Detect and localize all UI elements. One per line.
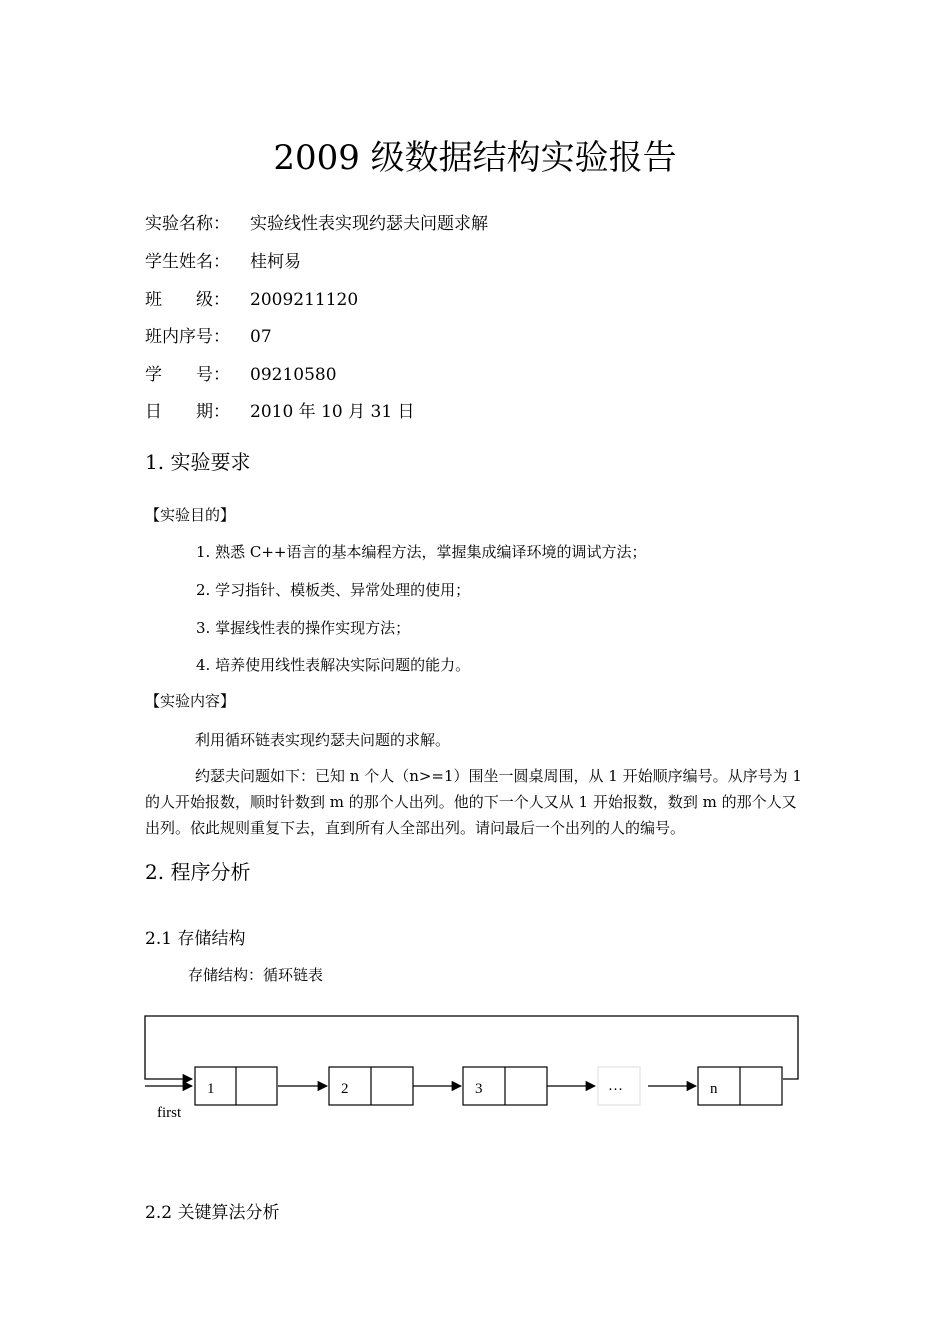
node-n-label: n <box>710 1081 718 1097</box>
content-paragraph-1: 利用循环链表实现约瑟夫问题的求解。 <box>195 731 451 749</box>
meta-row <box>145 212 488 236</box>
section-1-heading: 1. 实验要求 <box>145 450 251 474</box>
page-title: 2009 级数据结构实验报告 <box>273 138 677 178</box>
storage-structure-text: 存储结构：循环链表 <box>188 966 324 984</box>
list-node-1 <box>195 1067 277 1105</box>
list-node-ellipsis <box>598 1067 640 1105</box>
node-1-label: 1 <box>207 1081 215 1097</box>
meta-label: 学生姓名： <box>145 252 230 272</box>
meta-label: 班 级： <box>145 290 230 310</box>
subsection-2-2-heading: 2.2 关键算法分析 <box>145 1203 280 1223</box>
meta-label: 实验名称： <box>145 214 230 234</box>
subsection-2-1-heading: 2.1 存储结构 <box>145 929 246 949</box>
meta-value: 07 <box>250 327 272 347</box>
purpose-item-3: 3. 掌握线性表的操作实现方法； <box>196 619 411 637</box>
purpose-label: 【实验目的】 <box>145 506 236 524</box>
purpose-item-4: 4. 培养使用线性表解决实际问题的能力。 <box>196 656 471 674</box>
purpose-item-2: 2. 学习指针、模板类、异常处理的使用； <box>196 581 471 599</box>
ellipsis-label: … <box>608 1078 623 1094</box>
meta-value: 实验线性表实现约瑟夫问题求解 <box>250 214 488 234</box>
purpose-item-1: 1. 熟悉 C++语言的基本编程方法，掌握集成编译环境的调试方法； <box>196 543 647 561</box>
meta-value: 09210580 <box>250 365 337 385</box>
meta-row <box>145 250 301 274</box>
list-node-2 <box>329 1067 413 1105</box>
content-label: 【实验内容】 <box>145 692 236 710</box>
first-label: first <box>157 1105 182 1121</box>
meta-value: 2010 年 10 月 31 日 <box>250 402 415 422</box>
meta-label: 班内序号： <box>145 327 230 347</box>
content-paragraph-2: 约瑟夫问题如下：已知 n 个人（n>=1）围坐一圆桌周围，从 1 开始顺序编号。从序号为 1 的人开始报数，顺时针数到 m 的那个人出列。他的下一个人又从 1 开始报数，数到 m 的那个人又出列。依此规则重复下去，直到所有人全部出列。请问最后一个出列的人的编号。 <box>145 767 802 837</box>
circular-linked-list-diagram <box>0 1000 950 1130</box>
node-3-label: 3 <box>475 1081 483 1097</box>
meta-row <box>145 363 337 387</box>
meta-label: 学 号： <box>145 365 230 385</box>
section-2-heading: 2. 程序分析 <box>145 860 251 884</box>
meta-label: 日 期： <box>145 402 230 422</box>
list-node-3 <box>463 1067 547 1105</box>
meta-value: 2009211120 <box>250 290 359 310</box>
meta-value: 桂柯易 <box>250 252 301 272</box>
node-2-label: 2 <box>341 1081 349 1097</box>
meta-row <box>145 325 272 349</box>
list-node-n <box>698 1067 782 1105</box>
meta-row <box>145 400 415 424</box>
meta-row <box>145 288 358 312</box>
